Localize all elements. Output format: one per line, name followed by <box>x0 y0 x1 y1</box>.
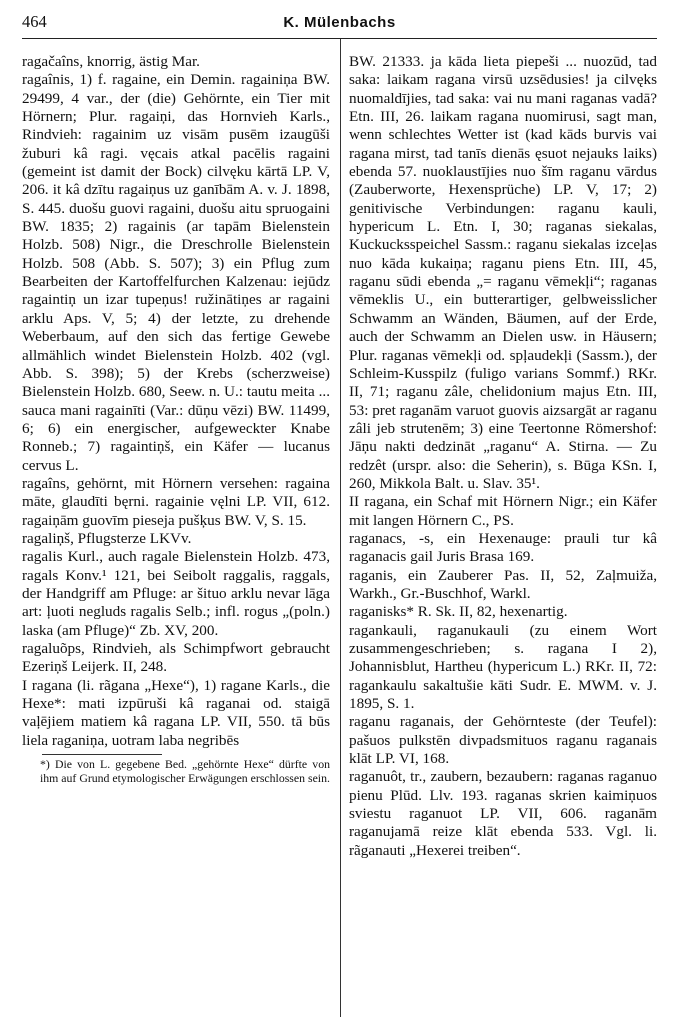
entry-raganis: raganis, ein Zauberer Pas. II, 52, Zaļmuiža, Warkh., Gr.-Buschhof, Warkl. <box>349 566 657 602</box>
page-header <box>22 12 657 34</box>
column-divider <box>340 39 341 1017</box>
entry-raganu-raganais: raganu raganais, der Gehörnteste (der Teufel): pašuos pulkstēn divpadsmituos raganu raganais klāt LP. VI, 168. <box>349 713 657 768</box>
entry-ragacains: ragačaîns, knorrig, ästig Mar. <box>22 53 200 70</box>
text-columns <box>22 53 657 860</box>
entry-ragains: ragaîns, gehörnt, mit Hörnern versehen: ragaina māte, glaudīti bęrni. ragainie vęlni LP. VII, 612. ragaiņām guovīm pieseja pušķus BW. V, S. 15. <box>22 474 330 529</box>
footnote-separator <box>42 754 162 755</box>
left-column <box>22 53 330 860</box>
entry-ragankauli: ragankauli, raganukauli (zu einem Wort zusammengeschrieben; s. ragana I 2), Johannisblut, Hartheu (hypericum L.) RKr. II, 72: ragankaulu sakaltušie kāti Sudr. E. MWM. v. J. 1895, S. 1. <box>349 621 657 713</box>
entry-raganuot: raganuôt, tr., zaubern, bezaubern: raganas raganuo pienu Plūd. Llv. 193. raganas skrien kaimiņuos sviestu raganuot LP. VII, 606. raganām raganujamā reize klāt ebenda 533. Vgl. li. rãganauti „Hexerei treiben“. <box>349 768 657 859</box>
running-title: K. Mülenbachs <box>283 14 396 31</box>
footnote: *) Die von L. gegebene Bed. „gehörnte Hexe“ dürfte von ihm auf Grund etymologischer Erwägungen erschlossen sein. <box>40 757 330 785</box>
entry-ragaluops: ragaluõps, Rindvieh, als Schimpfwort gebraucht Ezeriņš Leijerk. II, 248. <box>22 640 330 676</box>
entry-ragainis: ragaînis, 1) f. ragaine, ein Demin. ragainiņa BW. 29499, 4 var., der (die) Gehörnte, ein Tier mit Hörnern; Plur. ragaiņi, das Hornvieh Karls., Rindvieh: ragainim uz visām pusēm izaugūši žuburi kâ ragi. vęcais atkal pacēlis ragaini (gemeint ist damit der Bock) cilvęku kārtā LP. V, 206. it kâ dzītu ragaiņus uz ganībām A. v. J. 1898, S. 445. duošu guovi ragaini, duošu aitu spruogaini BW. 1835; 2) ragainis (ar tapām Bielenstein Holzb. 508) Nigr., die Dreschrolle Bielenstein Holzb. 508 (Abb. S. 507); 3) ein Pflug zum Bearbeiten der Kartoffelfurchen Kalzenau: iejūdz ragaintiņ un izar tupeņus! ružinātiņes ar ragaini arklu Aps. V, 5; 4) der letzte, zu drehende Weberbaum, auf den sich das fertige Gewebe allmählich windet Bielenstein Holzb. 402 (vgl. Abb. S. 398); 5) der Krebs (scherzweise) Bielenstein Holzb. 680, Seew. n. U.: tautu meita ... sauca mani ragainīti (Var.: dūņu vēzi) BW. 11499, 6; 6) ein energischer, aufgeweckter Knabe Ronneb.; 7) ragaintiņš, ein Käfer — lucanus cervus L. <box>22 71 330 474</box>
right-column <box>349 53 657 860</box>
entry-ragana-1-cont: BW. 21333. ja kāda lieta piepeši ... nuozūd, tad saka: laikam ragana virsū uzsēdusies! ja cilvęks nuomaldījies, tad saka: vai nu mani raganas vadā? Etn. III, 26. laikam ragana nuomirusi, sagt man, wenn schlechtes Wetter ist (kad kāds burvis vai ragana mirst, tad tanīs dienās ęsuot nejauks laiks) ebenda 57. nuoklaustījies nuo šīm raganu vārdus (Zauberworte, Hexensprüche) LP. V, 17; 2) genitivische Verbindungen: raganu kauli, hypericum L. Etn. I, 30; raganas siekalas, Kuckucksspeichel Sassm.: raganu siekalas izceļas nuo kāda kukaiņa; raganu piens Etn. III, 45, raganu sūdi ebenda „= raganu vēmekļi“; raganas vēmeklis U., ein butterartiger, gelbweisslicher Schwamm an Wänden, Bäumen, auf der Erde, auch der Schwamm an Dielen usw. in Häusern; Plur. raganas vēmekļi od. spļaudekļi (Sassm.), der Schleim-Kusspilz (fuligo varians Sommf.) RKr. II, 71; raganu zâle, chelidonium majus Etn. III, 53: pret raganām varuot guovis aizsargāt ar raganu zâli jeb strutenēm; 3) eine Teertonne Römershof: Jāņu nakti dedzināt „raganu“ A. Stirna. — Zu redzêt (urspr. also: die Seherin), s. Būga KSn. I, 260, Mikkola Balt. u. Slav. 35¹. <box>349 53 657 492</box>
entry-raganisks: raganisks* R. Sk. II, 82, hexenartig. <box>349 603 568 621</box>
entry-ragalis: ragalis Kurl., auch ragale Bielenstein Holzb. 473, ragals Konv.¹ 121, bei Seibolt raggalis, raggals, der Handgriff am Pfluge: ar šituo arklu nevar lāga art: ļuoti negluds ragalis Selb.; infl. rogus „(poln.) laska (am Pfluge)“ Zb. XV, 200. <box>22 548 330 639</box>
entry-ragana-2: II ragana, ein Schaf mit Hörnern Nigr.; ein Käfer mit langen Hörnern C., PS. <box>349 493 657 529</box>
page-number: 464 <box>22 12 47 31</box>
entry-ragana-1: I ragana (li. rãgana „Hexe“), 1) ragane Karls., die Hexe*: mati izpūruši kâ raganai od. staigā vaļējiem matiem kâ ragana LP. VII, 550. tā būs liela raganiņa, uotram laba negribēs <box>22 676 330 749</box>
entry-ragalins: ragaliņš, Pflugsterze LKVv. <box>22 529 192 547</box>
entry-raganacs: raganacs, -s, ein Hexenauge: prauli tur kâ raganacis gail Juris Brasa 169. <box>349 529 657 566</box>
